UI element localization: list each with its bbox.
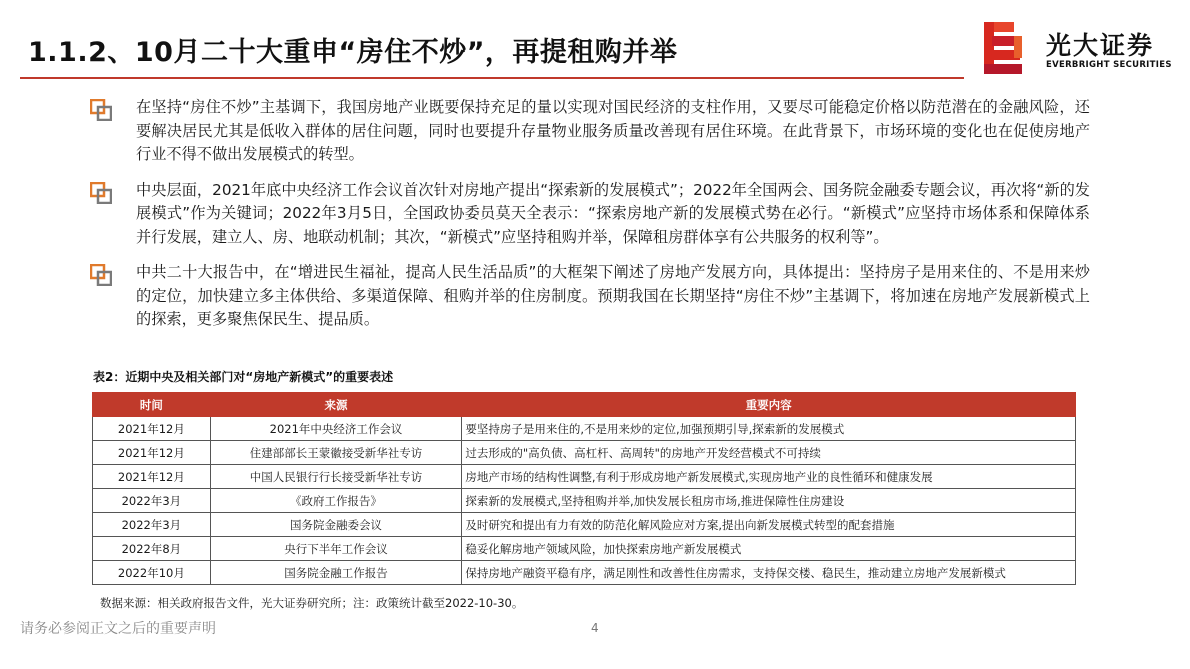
table-row [93, 465, 1076, 489]
cell-content: 及时研究和提出有力有效的防范化解风险应对方案,提出向新发展模式转型的配套措施 [462, 513, 1076, 537]
page-title: 1.1.2、10月二十大重申“房住不炒”，再提租购并举 [28, 37, 678, 68]
bullet-text: 中共二十大报告中，在“增进民生福祉，提高人民生活品质”的大框架下阐述了房地产发展方向，具体提出：坚持房子是用来住的、不是用来炒的定位，加快建立多主体供给、多渠道保障、租购并举的住房制度。预期我国在长期坚持“房住不炒”主基调下，将加速在房地产发展新模式上的探索，更多聚焦保民生、提品质。 [136, 263, 1090, 328]
cell-time: 2022年8月 [93, 537, 211, 561]
bullet-list [90, 96, 1090, 344]
bullet-text: 中央层面，2021年底中央经济工作会议首次针对房地产提出“探索新的发展模式”；2022年全国两会、国务院金融委专题会议，再次将“新的发展模式”作为关键词；2022年3月5日，全国政协委员莫天全表示：“探索房地产新的发展模式势在必行。“新模式”应坚持市场体系和保障体系并行发展，建立人、房、地联动机制；其次，“新模式”应坚持租购并举，保障租房群体享有公共服务的权利等”。 [136, 180, 1090, 246]
table-row [93, 561, 1076, 585]
cell-time: 2021年12月 [93, 417, 211, 441]
cell-time: 2021年12月 [93, 441, 211, 465]
title-divider [20, 77, 964, 79]
bullet-item [90, 96, 1090, 167]
cell-source: 中国人民银行行长接受新华社专访 [210, 465, 462, 489]
square-bullet-icon [90, 99, 112, 121]
column-header-content: 重要内容 [462, 393, 1076, 417]
cell-content: 保持房地产融资平稳有序，满足刚性和改善性住房需求，支持保交楼、稳民生，推动建立房地产发展新模式 [462, 561, 1076, 585]
table-row [93, 489, 1076, 513]
bullet-text: 在坚持“房住不炒”主基调下，我国房地产业既要保持充足的量以实现对国民经济的支柱作用，又要尽可能稳定价格以防范潜在的金融风险，还要解决居民尤其是低收入群体的居住问题，同时也要提升存量物业服务质量改善现有居住环境。在此背景下，市场环境的变化也在促使房地产行业不得不做出发展模式的转型。 [136, 98, 1090, 163]
logo-mark-icon [984, 22, 1024, 74]
cell-source: 国务院金融工作报告 [210, 561, 462, 585]
cell-time: 2022年10月 [93, 561, 211, 585]
page-number: 4 [591, 621, 599, 635]
logo-chinese-name: 光大证券 [1046, 31, 1155, 60]
cell-content: 过去形成的"高负债、高杠杆、高周转"的房地产开发经营模式不可持续 [462, 441, 1076, 465]
cell-time: 2022年3月 [93, 489, 211, 513]
table-row [93, 441, 1076, 465]
cell-content: 稳妥化解房地产领域风险，加快探索房地产新发展模式 [462, 537, 1076, 561]
column-header-time: 时间 [93, 393, 211, 417]
cell-source: 2021年中央经济工作会议 [210, 417, 462, 441]
square-bullet-icon [90, 182, 112, 204]
data-source-note: 数据来源：相关政府报告文件，光大证券研究所；注：政策统计截至2022-10-30。 [100, 596, 524, 610]
table-row [93, 417, 1076, 441]
page-header [0, 0, 1190, 80]
cell-content: 探索新的发展模式,坚持租购并举,加快发展长租房市场,推进保障性住房建设 [462, 489, 1076, 513]
cell-content: 房地产市场的结构性调整,有利于形成房地产新发展模式,实现房地产业的良性循环和健康发展 [462, 465, 1076, 489]
bullet-item [90, 179, 1090, 250]
table-caption: 表2：近期中央及相关部门对“房地产新模式”的重要表述 [93, 370, 394, 384]
column-header-source: 来源 [210, 393, 462, 417]
cell-source: 央行下半年工作会议 [210, 537, 462, 561]
cell-time: 2022年3月 [93, 513, 211, 537]
cell-source: 住建部部长王蒙徽接受新华社专访 [210, 441, 462, 465]
cell-time: 2021年12月 [93, 465, 211, 489]
everbright-logo [984, 22, 1174, 74]
policy-table [92, 392, 1076, 585]
square-bullet-icon [90, 264, 112, 286]
logo-english-name: EVERBRIGHT SECURITIES [1046, 60, 1172, 70]
bullet-item [90, 261, 1090, 332]
table-row [93, 537, 1076, 561]
table-row [93, 513, 1076, 537]
cell-source: 《政府工作报告》 [210, 489, 462, 513]
cell-content: 要坚持房子是用来住的,不是用来炒的定位,加强预期引导,探索新的发展模式 [462, 417, 1076, 441]
footer-disclaimer: 请务必参阅正文之后的重要声明 [20, 621, 216, 637]
cell-source: 国务院金融委会议 [210, 513, 462, 537]
table-header-row [93, 393, 1076, 417]
